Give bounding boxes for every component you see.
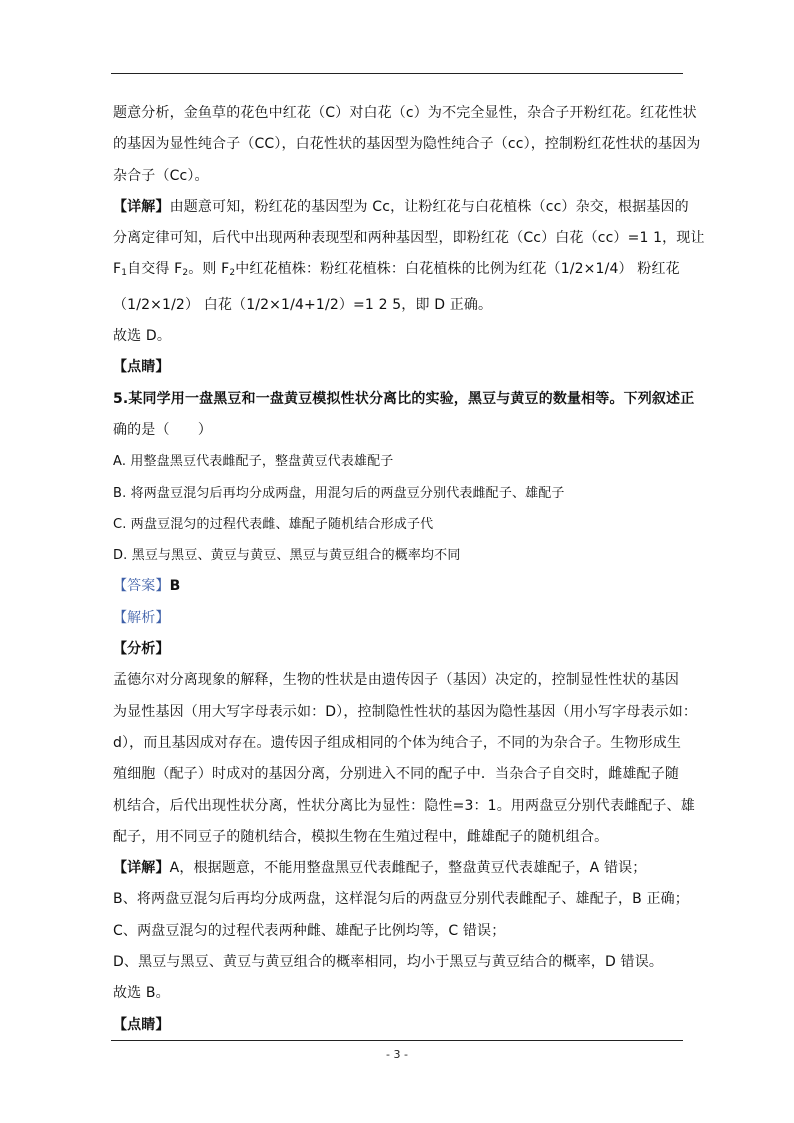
fenxi-line-6: 配子，用不同豆子的随机结合，模拟生物在生殖过程中，雌雄配子的随机组合。: [113, 828, 609, 845]
q5-detail-tag: 【详解】: [113, 860, 170, 877]
page-number: - 3 -: [386, 1048, 408, 1061]
q5-stem-line-1: 5.某同学用一盘黑豆和一盘黄豆模拟性状分离比的实验，黑豆与黄豆的数量相等。下列叙述正: [113, 390, 695, 407]
fenxi-line-3: d），而且基因成对存在。遗传因子组成相同的个体为纯合子，不同的为杂合子。生物形成生: [113, 734, 682, 751]
detail4-sub-1: 1: [121, 268, 128, 279]
fenxi-line-1: 孟德尔对分离现象的解释，生物的性状是由遗传因子（基因）决定的，控制显性性状的基因: [113, 672, 679, 689]
detail4-line-3: [113, 254, 685, 289]
header-rule: [111, 73, 683, 74]
q5-option-d: D. 黑豆与黑豆、黄豆与黄豆、黑豆与黄豆组合的概率均不同: [113, 548, 461, 564]
detail4-f: F: [113, 261, 122, 278]
q5-answer: [113, 571, 685, 602]
q5-detail-line-4: D、黑豆与黑豆、黄豆与黄豆组合的概率相同，均小于黑豆与黄豆结合的概率，D 错误。: [113, 954, 664, 971]
q5-option-c: C. 两盘豆混匀的过程代表雌、雄配子随机结合形成子代: [113, 516, 434, 532]
q5-comment-tag: 【点睛】: [113, 1016, 170, 1033]
conclusion-4: 故选 D。: [113, 328, 171, 345]
detail4-line-2: 分离定律可知，后代中出现两种表现型和两种基因型，即粉红花（Cc）白花（cc）=1 1，现让: [113, 230, 705, 247]
comment-tag-4: 【点睛】: [113, 359, 170, 376]
detail4-line-1: [113, 192, 689, 223]
answer-tag: 【答案】: [113, 578, 170, 595]
q5-detail-line-1: [113, 853, 685, 884]
detail4-sub-2: 2: [182, 268, 189, 279]
fenxi-tag: 【分析】: [113, 641, 170, 658]
detail4-text-1: 由题意可知，粉红花的基因型为 Cc，让粉红花与白花植株（cc）杂交，根据基因的: [169, 198, 689, 215]
detail4-sub-3: 2: [229, 268, 236, 279]
detail4-text-c: 。则 F: [188, 261, 230, 278]
detail4-text-d: 中红花植株：粉红花植株：白花植株的比例为红花（1/2×1/4） 粉红花: [235, 261, 680, 278]
q5-stem-line-2: 确的是（ ）: [113, 421, 213, 438]
analysis-line-3: 杂合子（Cc）。: [113, 167, 209, 184]
q5-option-a: A. 用整盘黑豆代表雌配子，整盘黄豆代表雄配子: [113, 454, 394, 470]
detail4-text-b: 自交得 F: [127, 261, 183, 278]
detail4-line-4: （1/2×1/2） 白花（1/2×1/4+1/2）=1 2 5，即 D 正确。: [113, 296, 493, 313]
footer-rule: [111, 1040, 683, 1041]
fenxi-line-4: 殖细胞（配子）时成对的基因分离，分别进入不同的配子中．当杂合子自交时，雌雄配子随: [113, 766, 679, 783]
detail4-tag: 【详解】: [113, 198, 170, 215]
analysis-line-2: 的基因为显性纯合子（CC），白花性状的基因型为隐性纯合子（cc），控制粉红花性状的基因为: [113, 136, 701, 153]
fenxi-line-5: 机结合，后代出现性状分离，性状分离比为显性：隐性=3：1。用两盘豆分别代表雌配子、雄: [113, 797, 695, 814]
analysis-line-1: 题意分析，金鱼草的花色中红花（C）对白花（c）为不完全显性，杂合子开粉红花。红花性状: [113, 105, 697, 121]
q5-detail-line-2: B、将两盘豆混匀后再均分成两盘，这样混匀后的两盘豆分别代表雌配子、雄配子，B 正确；: [113, 891, 689, 908]
q5-detail-line-3: C、两盘豆混匀的过程代表两种雌、雄配子比例均等，C 错误；: [113, 922, 506, 939]
page-content: [113, 98, 705, 1041]
answer-value: B: [169, 578, 181, 595]
q5-detail-first: A，根据题意，不能用整盘黑豆代表雌配子，整盘黄豆代表雄配子，A 错误；: [169, 860, 647, 877]
analysis-tag: 【解析】: [113, 609, 170, 626]
q5-conclusion: 故选 B。: [113, 985, 170, 1002]
fenxi-line-2: 为显性基因（用大写字母表示如：D），控制隐性性状的基因为隐性基因（用小写字母表示如：: [113, 703, 698, 720]
q5-option-b: B. 将两盘豆混匀后再均分成两盘，用混匀后的两盘豆分别代表雌配子、雄配子: [113, 485, 565, 501]
